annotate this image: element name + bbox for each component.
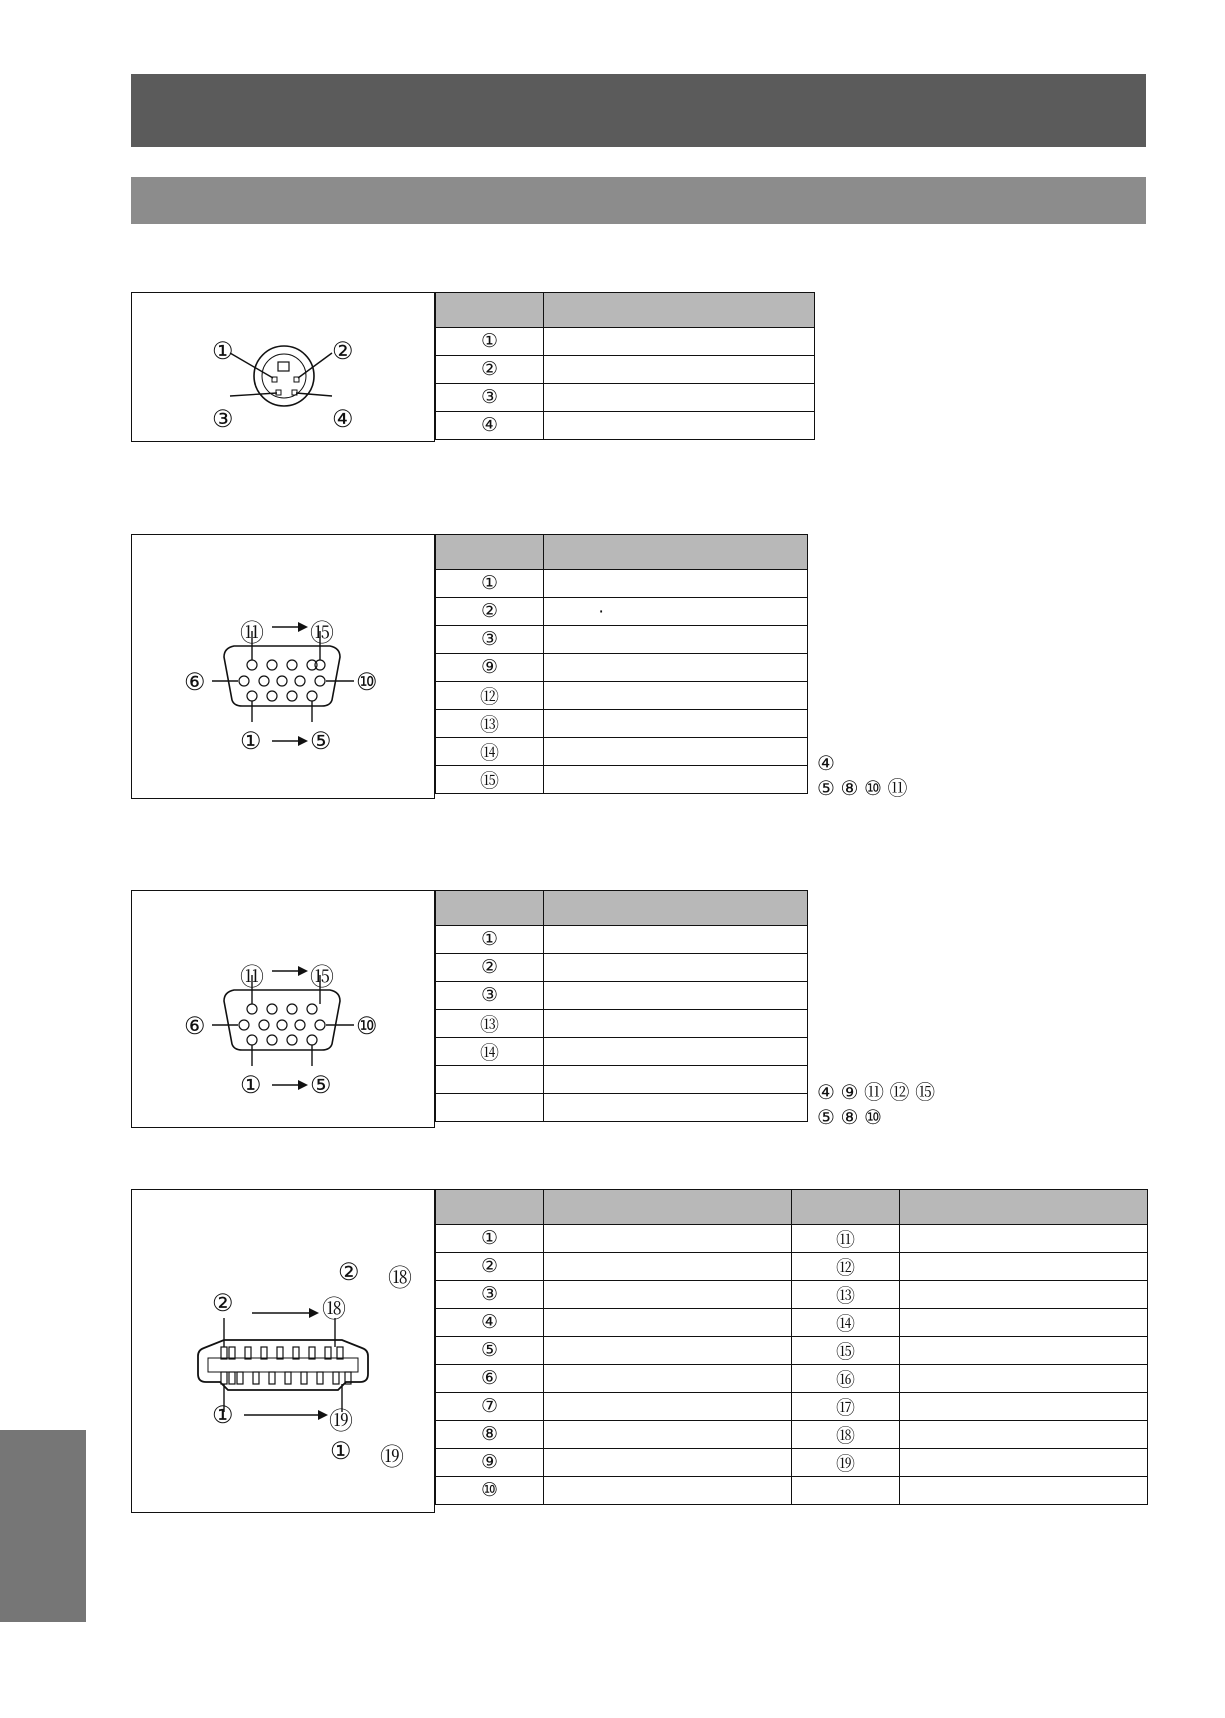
pin-number-header <box>436 293 544 328</box>
hdmi-label-odd-range-a: ① <box>330 1438 352 1465</box>
signal-cell <box>544 682 808 710</box>
pin-number: ⑮ <box>436 766 544 794</box>
signal-cell <box>900 1253 1148 1281</box>
rgb-out-pin-table <box>435 890 808 1122</box>
pin-number-header <box>436 535 544 570</box>
rgb-out-label-bottom-end: ⑤ <box>310 1072 332 1099</box>
signal-cell <box>544 384 815 412</box>
pin-number: ⑮ <box>792 1337 900 1365</box>
hdmi-label-top-start: ② <box>212 1290 234 1317</box>
pin-number: ⑰ <box>792 1393 900 1421</box>
signal-cell <box>900 1337 1148 1365</box>
rgb-in-label-top-end: ⑮ <box>310 620 334 647</box>
rgb-out-label-top-start: ⑪ <box>240 964 264 991</box>
pin-number-header <box>792 1190 900 1225</box>
pin-number: ② <box>436 356 544 384</box>
pin-number: ⑤ <box>436 1337 544 1365</box>
hdmi-label-even-range-a: ② <box>338 1259 360 1286</box>
pin-number <box>792 1477 900 1505</box>
rgb-in-label-right: ⑩ <box>356 669 378 696</box>
pin-number: ⑬ <box>792 1281 900 1309</box>
hdmi-label-top-end: ⑱ <box>322 1296 346 1323</box>
pin-number: ② <box>436 1253 544 1281</box>
pin-number: ⑯ <box>792 1365 900 1393</box>
pin-number: ① <box>436 570 544 598</box>
signal-cell <box>544 1309 792 1337</box>
rgb-in-label-top-start: ⑪ <box>240 620 264 647</box>
rgb-in-note-line-2: ⑤ ⑧ ⑩ ⑪ <box>817 778 908 800</box>
signal-cell <box>900 1225 1148 1253</box>
s-video-connector-panel <box>131 292 435 442</box>
pin-number: ④ <box>436 412 544 440</box>
s-video-connector-diagram <box>132 293 434 441</box>
pin-number: ⑭ <box>792 1309 900 1337</box>
pin-number: ⑱ <box>792 1421 900 1449</box>
pin-number: ② <box>436 598 544 626</box>
hdmi-connector-panel <box>131 1189 435 1513</box>
signal-cell <box>544 626 808 654</box>
signal-header <box>544 293 815 328</box>
pin-number: ⑬ <box>436 1010 544 1038</box>
signal-cell <box>900 1449 1148 1477</box>
signal-cell <box>544 954 808 982</box>
signal-cell <box>544 926 808 954</box>
hdmi-pin-table <box>435 1189 1148 1505</box>
signal-cell <box>544 766 808 794</box>
signal-cell <box>544 1421 792 1449</box>
s-video-label-pin-3: ③ <box>212 406 234 433</box>
signal-cell <box>544 1393 792 1421</box>
signal-cell <box>544 738 808 766</box>
s-video-label-pin-1: ① <box>212 338 234 365</box>
signal-header <box>544 535 808 570</box>
signal-header <box>544 891 808 926</box>
signal-cell <box>544 710 808 738</box>
signal-cell <box>544 1066 808 1094</box>
signal-header <box>900 1190 1148 1225</box>
pin-number: ⑫ <box>792 1253 900 1281</box>
pin-number: ⑫ <box>436 682 544 710</box>
pin-number <box>436 1094 544 1122</box>
signal-cell <box>544 1225 792 1253</box>
pin-number <box>436 1066 544 1094</box>
signal-cell <box>544 1010 808 1038</box>
rgb-in-connector-panel <box>131 534 435 799</box>
signal-cell <box>544 1365 792 1393</box>
s-video-label-pin-2: ② <box>332 338 354 365</box>
pin-number: ⑨ <box>436 654 544 682</box>
pin-number: ② <box>436 954 544 982</box>
signal-cell <box>900 1393 1148 1421</box>
signal-cell <box>544 1449 792 1477</box>
pin-number: ① <box>436 328 544 356</box>
signal-cell <box>900 1421 1148 1449</box>
rgb-out-connector-panel <box>131 890 435 1128</box>
signal-cell <box>900 1365 1148 1393</box>
rgb-out-label-left: ⑥ <box>184 1013 206 1040</box>
pin-number: ④ <box>436 1309 544 1337</box>
signal-cell <box>900 1309 1148 1337</box>
signal-header <box>544 1190 792 1225</box>
pin-number-header <box>436 891 544 926</box>
signal-cell <box>544 328 815 356</box>
signal-cell <box>544 1253 792 1281</box>
pin-number: ③ <box>436 1281 544 1309</box>
signal-cell <box>544 570 808 598</box>
rgb-in-label-bottom-start: ① <box>240 728 262 755</box>
rgb-out-note-line-1: ④ ⑨ ⑪ ⑫ ⑮ <box>817 1082 936 1104</box>
pin-number: ⑥ <box>436 1365 544 1393</box>
pin-number: ⑲ <box>792 1449 900 1477</box>
rgb-in-note-line-1: ④ <box>817 753 835 775</box>
rgb-in-pin-table <box>435 534 808 794</box>
s-video-label-pin-4: ④ <box>332 406 354 433</box>
pin-number: ③ <box>436 384 544 412</box>
signal-cell: · <box>544 598 808 626</box>
pin-number: ⑭ <box>436 738 544 766</box>
pin-number: ③ <box>436 982 544 1010</box>
rgb-out-note-line-2: ⑤ ⑧ ⑩ <box>817 1107 882 1129</box>
hdmi-label-odd-range-b: ⑲ <box>380 1444 404 1471</box>
signal-cell <box>544 1094 808 1122</box>
pin-number: ① <box>436 1225 544 1253</box>
pin-number-header <box>436 1190 544 1225</box>
signal-cell <box>544 412 815 440</box>
signal-cell <box>544 982 808 1010</box>
rgb-out-label-bottom-start: ① <box>240 1072 262 1099</box>
hdmi-label-bottom-start: ① <box>212 1402 234 1429</box>
pin-number: ⑪ <box>792 1225 900 1253</box>
s-video-pin-table <box>435 292 815 440</box>
pin-number: ① <box>436 926 544 954</box>
side-index-tab <box>0 1430 86 1622</box>
rgb-out-label-top-end: ⑮ <box>310 964 334 991</box>
pin-number: ⑦ <box>436 1393 544 1421</box>
pin-number: ⑩ <box>436 1477 544 1505</box>
pin-number: ⑧ <box>436 1421 544 1449</box>
rgb-out-label-right: ⑩ <box>356 1013 378 1040</box>
pin-number: ③ <box>436 626 544 654</box>
hdmi-label-even-range-b: ⑱ <box>388 1265 412 1292</box>
signal-cell <box>544 654 808 682</box>
subheader-bar <box>131 177 1146 224</box>
rgb-in-label-bottom-end: ⑤ <box>310 728 332 755</box>
rgb-out-connector-diagram <box>132 891 434 1127</box>
signal-cell <box>544 1038 808 1066</box>
hdmi-label-bottom-end: ⑲ <box>329 1408 353 1435</box>
pin-number: ⑨ <box>436 1449 544 1477</box>
rgb-in-connector-diagram <box>132 535 434 798</box>
signal-cell <box>544 1337 792 1365</box>
pin-number: ⑬ <box>436 710 544 738</box>
signal-cell <box>900 1281 1148 1309</box>
signal-cell <box>544 356 815 384</box>
signal-cell <box>544 1281 792 1309</box>
rgb-in-label-left: ⑥ <box>184 669 206 696</box>
pin-number: ⑭ <box>436 1038 544 1066</box>
signal-cell <box>544 1477 792 1505</box>
header-bar <box>131 74 1146 147</box>
signal-cell <box>900 1477 1148 1505</box>
